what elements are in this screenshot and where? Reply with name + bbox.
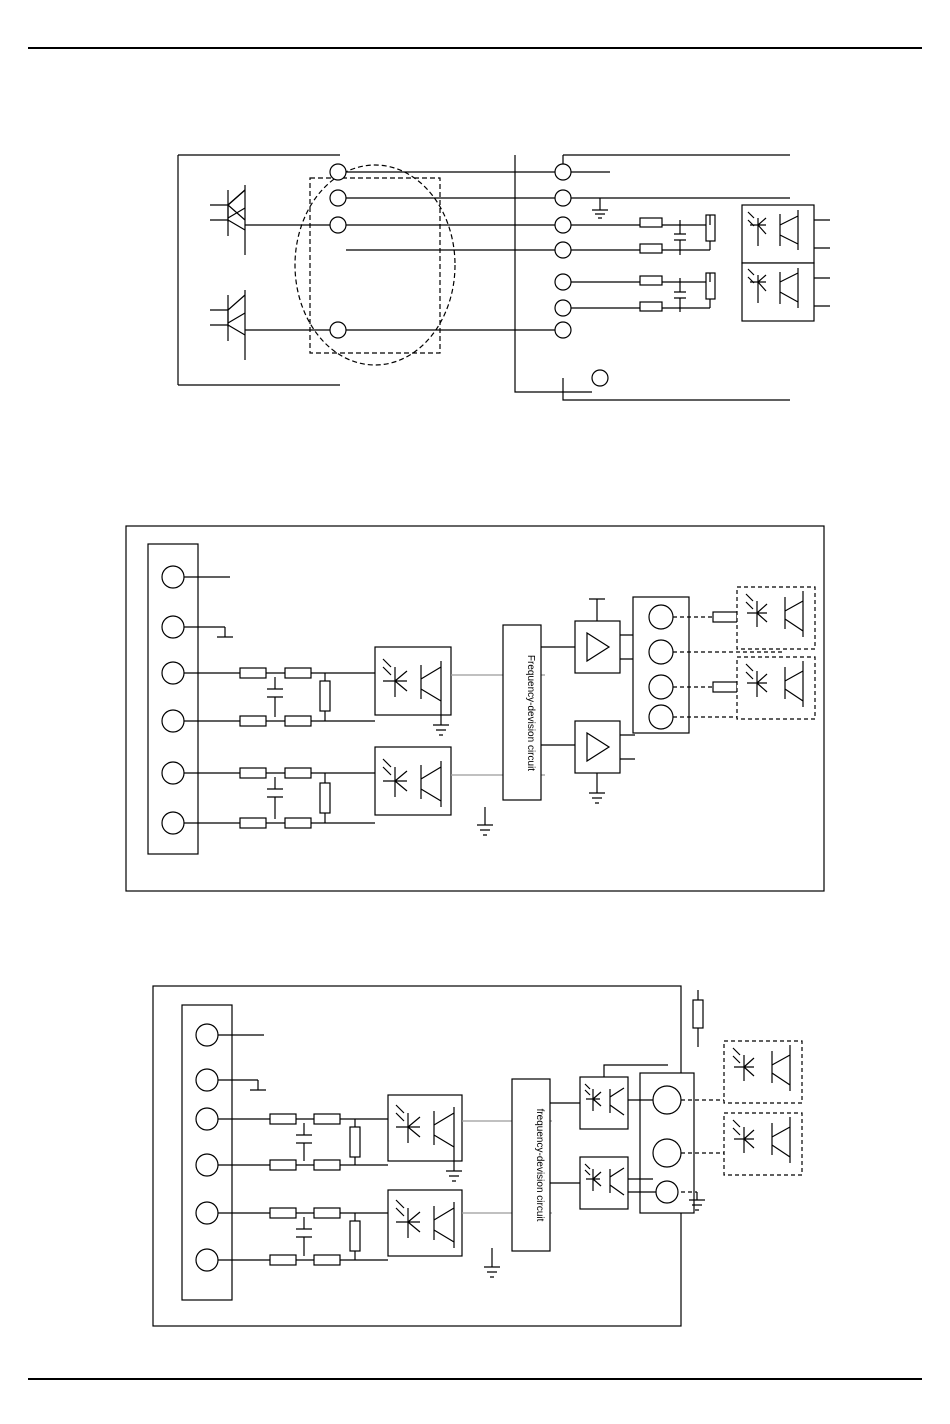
- figure-1-ground-symbols: [592, 198, 608, 218]
- figure-3-output-optocoupler-2: [580, 1157, 628, 1209]
- footer-rule: [28, 1378, 922, 1380]
- figure-3: [152, 985, 832, 1330]
- frequency-devision-label-2: Frequency-devision circuit: [525, 654, 536, 772]
- figure-1-cable-shield: [295, 165, 455, 365]
- figure-3-output-pullup: [693, 990, 703, 1047]
- figure-1-cable-conductors: [346, 172, 555, 330]
- figure-1-optocoupler-bottom: [742, 263, 830, 321]
- frequency-devision-label-3: frequency-devision circuit: [534, 1108, 545, 1222]
- figure-1-terminals-right: [555, 164, 608, 386]
- figure-1-terminals-left: [330, 164, 346, 338]
- figure-1-left-block: [178, 155, 340, 385]
- header-rule: [28, 47, 922, 49]
- figure-1-rc-network-bottom: [571, 273, 715, 312]
- figure-2: [125, 525, 825, 895]
- figure-1: [150, 130, 830, 450]
- figure-1-optocoupler-top: [742, 205, 830, 263]
- figure-1-rc-network-top: [571, 215, 715, 255]
